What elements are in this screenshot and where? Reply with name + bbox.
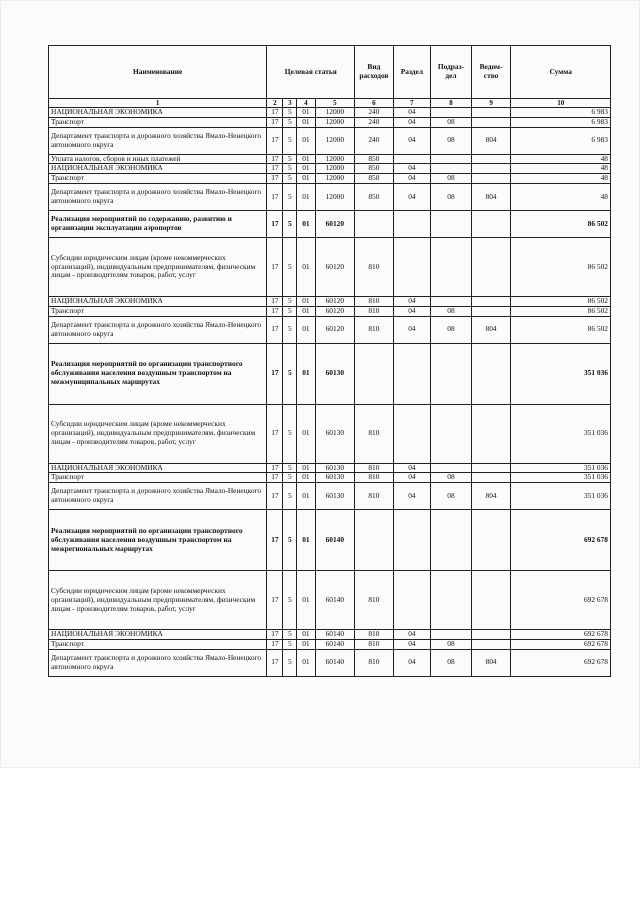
row-code-a: 17: [267, 571, 283, 630]
row-code-d: 12000: [315, 154, 355, 164]
row-code-c: 01: [297, 639, 315, 649]
row-code-a: 17: [267, 306, 283, 316]
table-row: [49, 117, 611, 127]
row-code-b: 5: [283, 108, 297, 118]
row-code-c: 01: [297, 649, 315, 676]
row-department: [471, 404, 511, 463]
row-subsection: [431, 343, 472, 404]
row-department: [471, 154, 511, 164]
row-code-c: 01: [297, 183, 315, 210]
row-expense-type: 810: [355, 316, 394, 343]
row-department: [471, 164, 511, 174]
row-expense-type: 810: [355, 404, 394, 463]
row-subsection: [431, 108, 472, 118]
row-code-a: 17: [267, 108, 283, 118]
row-code-b: 5: [283, 154, 297, 164]
row-department: [471, 639, 511, 649]
row-section: 04: [393, 183, 430, 210]
table-row: [49, 630, 611, 640]
row-code-a: 17: [267, 237, 283, 296]
row-code-d: 60130: [315, 463, 355, 473]
row-sum: 351 036: [511, 343, 611, 404]
row-name-cell: Субсидии юридическим лицам (кроме некоммерческих организаций), индивидуальным предпринимателям, физическим лицам - производителям товаров, работ, услуг: [49, 404, 267, 463]
row-code-a: 17: [267, 630, 283, 640]
row-sum: 692 678: [511, 630, 611, 640]
row-expense-type: 810: [355, 649, 394, 676]
row-subsection: [431, 296, 472, 306]
row-code-b: 5: [283, 473, 297, 483]
row-sum: 351 036: [511, 463, 611, 473]
row-sum: 86 502: [511, 306, 611, 316]
row-section: [393, 571, 430, 630]
row-sum: 48: [511, 183, 611, 210]
row-code-c: 01: [297, 108, 315, 118]
row-section: 04: [393, 296, 430, 306]
row-code-c: 01: [297, 343, 315, 404]
row-subsection: 08: [431, 473, 472, 483]
header-name: Наименование: [49, 46, 267, 99]
row-code-b: 5: [283, 306, 297, 316]
header-section: Раздел: [393, 46, 430, 99]
table-row: [49, 237, 611, 296]
row-sum: 6 983: [511, 117, 611, 127]
row-sum: 692 678: [511, 649, 611, 676]
row-code-b: 5: [283, 316, 297, 343]
row-subsection: [431, 510, 472, 571]
row-department: 804: [471, 183, 511, 210]
row-code-d: 60120: [315, 237, 355, 296]
row-department: [471, 463, 511, 473]
header-expense-type: Вид расходов: [355, 46, 394, 99]
row-code-d: 60130: [315, 483, 355, 510]
col-number: 7: [393, 99, 430, 108]
row-section: 04: [393, 649, 430, 676]
row-sum: 86 502: [511, 210, 611, 237]
row-sum: 86 502: [511, 237, 611, 296]
row-sum: 351 036: [511, 473, 611, 483]
row-section: 04: [393, 127, 430, 154]
row-department: 804: [471, 483, 511, 510]
table-body: [49, 108, 611, 677]
row-code-d: 12000: [315, 174, 355, 184]
row-section: 04: [393, 473, 430, 483]
col-number: 3: [283, 99, 297, 108]
row-code-d: 60130: [315, 343, 355, 404]
row-subsection: 08: [431, 127, 472, 154]
row-sum: 692 678: [511, 639, 611, 649]
row-code-d: 12000: [315, 117, 355, 127]
table-row: [49, 306, 611, 316]
row-name-cell: Транспорт: [49, 174, 267, 184]
row-code-a: 17: [267, 404, 283, 463]
row-code-d: 60140: [315, 571, 355, 630]
row-code-b: 5: [283, 571, 297, 630]
row-expense-type: 810: [355, 571, 394, 630]
row-code-b: 5: [283, 117, 297, 127]
row-code-a: 17: [267, 639, 283, 649]
row-section: [393, 343, 430, 404]
row-section: [393, 404, 430, 463]
row-department: [471, 174, 511, 184]
row-section: [393, 210, 430, 237]
row-code-b: 5: [283, 183, 297, 210]
row-section: 04: [393, 630, 430, 640]
row-name-cell: Реализация мероприятий по организации транспортного обслуживания населения воздушным транспортом на межрегиональных маршрутах: [49, 510, 267, 571]
row-code-a: 17: [267, 343, 283, 404]
row-code-a: 17: [267, 463, 283, 473]
row-code-d: 12000: [315, 183, 355, 210]
row-code-c: 01: [297, 404, 315, 463]
row-name-cell: НАЦИОНАЛЬНАЯ ЭКОНОМИКА: [49, 164, 267, 174]
header-department: Ведом- ство: [471, 46, 511, 99]
row-name-cell: Уплата налогов, сборов и иных платежей: [49, 154, 267, 164]
row-code-b: 5: [283, 649, 297, 676]
row-subsection: [431, 164, 472, 174]
row-section: [393, 237, 430, 296]
row-code-d: 60130: [315, 473, 355, 483]
row-expense-type: 810: [355, 463, 394, 473]
row-code-c: 01: [297, 237, 315, 296]
row-subsection: 08: [431, 306, 472, 316]
row-subsection: 08: [431, 183, 472, 210]
row-code-c: 01: [297, 306, 315, 316]
row-section: 04: [393, 164, 430, 174]
col-number: 10: [511, 99, 611, 108]
row-subsection: [431, 630, 472, 640]
row-department: [471, 630, 511, 640]
col-number: 8: [431, 99, 472, 108]
row-code-c: 01: [297, 630, 315, 640]
header-sum: Сумма: [511, 46, 611, 99]
row-department: [471, 210, 511, 237]
row-code-c: 01: [297, 164, 315, 174]
row-section: 04: [393, 483, 430, 510]
row-name-cell: Транспорт: [49, 473, 267, 483]
row-code-a: 17: [267, 649, 283, 676]
row-code-a: 17: [267, 210, 283, 237]
row-sum: 6 983: [511, 108, 611, 118]
row-code-d: 60120: [315, 210, 355, 237]
row-code-c: 01: [297, 210, 315, 237]
row-code-b: 5: [283, 343, 297, 404]
row-expense-type: [355, 343, 394, 404]
table-row: [49, 343, 611, 404]
row-sum: 351 036: [511, 483, 611, 510]
row-department: [471, 306, 511, 316]
row-code-a: 17: [267, 164, 283, 174]
col-number: 1: [49, 99, 267, 108]
row-code-b: 5: [283, 210, 297, 237]
row-sum: 692 678: [511, 510, 611, 571]
row-department: 804: [471, 316, 511, 343]
row-code-a: 17: [267, 154, 283, 164]
row-subsection: [431, 154, 472, 164]
col-number: 6: [355, 99, 394, 108]
row-expense-type: [355, 210, 394, 237]
row-code-d: 12000: [315, 164, 355, 174]
header-target-article: Целевая статья: [267, 46, 355, 99]
table-row: [49, 649, 611, 676]
row-code-b: 5: [283, 164, 297, 174]
table-row: [49, 316, 611, 343]
row-expense-type: 810: [355, 630, 394, 640]
row-code-a: 17: [267, 483, 283, 510]
row-subsection: [431, 210, 472, 237]
row-section: 04: [393, 306, 430, 316]
row-name-cell: Департамент транспорта и дорожного хозяйства Ямало-Ненецкого автономного округа: [49, 316, 267, 343]
row-code-d: 60120: [315, 296, 355, 306]
row-sum: 351 036: [511, 404, 611, 463]
row-code-d: 60140: [315, 639, 355, 649]
row-code-b: 5: [283, 483, 297, 510]
col-number: 9: [471, 99, 511, 108]
row-subsection: 08: [431, 117, 472, 127]
row-section: 04: [393, 639, 430, 649]
row-name-cell: НАЦИОНАЛЬНАЯ ЭКОНОМИКА: [49, 630, 267, 640]
row-expense-type: 850: [355, 154, 394, 164]
row-expense-type: 850: [355, 183, 394, 210]
row-name-cell: Департамент транспорта и дорожного хозяйства Ямало-Ненецкого автономного округа: [49, 483, 267, 510]
col-number: 4: [297, 99, 315, 108]
table-row: [49, 473, 611, 483]
row-sum: 86 502: [511, 316, 611, 343]
row-sum: 6 983: [511, 127, 611, 154]
row-code-b: 5: [283, 127, 297, 154]
row-section: [393, 510, 430, 571]
row-code-c: 01: [297, 127, 315, 154]
row-sum: 48: [511, 154, 611, 164]
row-code-d: 60120: [315, 306, 355, 316]
row-name-cell: НАЦИОНАЛЬНАЯ ЭКОНОМИКА: [49, 463, 267, 473]
row-department: [471, 237, 511, 296]
row-code-a: 17: [267, 174, 283, 184]
row-expense-type: 810: [355, 237, 394, 296]
table-row: [49, 404, 611, 463]
row-expense-type: 810: [355, 306, 394, 316]
row-section: 04: [393, 316, 430, 343]
row-code-a: 17: [267, 127, 283, 154]
row-code-c: 01: [297, 483, 315, 510]
row-code-c: 01: [297, 510, 315, 571]
table-row: [49, 154, 611, 164]
row-subsection: 08: [431, 649, 472, 676]
row-code-c: 01: [297, 571, 315, 630]
row-code-b: 5: [283, 174, 297, 184]
col-number: 2: [267, 99, 283, 108]
row-department: 804: [471, 649, 511, 676]
row-sum: 692 678: [511, 571, 611, 630]
row-code-b: 5: [283, 404, 297, 463]
row-subsection: 08: [431, 174, 472, 184]
row-code-c: 01: [297, 463, 315, 473]
row-code-b: 5: [283, 630, 297, 640]
row-name-cell: Департамент транспорта и дорожного хозяйства Ямало-Ненецкого автономного округа: [49, 183, 267, 210]
table-row: [49, 296, 611, 306]
row-subsection: [431, 237, 472, 296]
row-code-a: 17: [267, 117, 283, 127]
row-section: 04: [393, 117, 430, 127]
row-expense-type: 850: [355, 174, 394, 184]
row-sum: 48: [511, 174, 611, 184]
row-section: 04: [393, 108, 430, 118]
row-expense-type: 810: [355, 473, 394, 483]
table-row: [49, 463, 611, 473]
row-code-d: 60140: [315, 510, 355, 571]
row-code-c: 01: [297, 174, 315, 184]
row-code-b: 5: [283, 296, 297, 306]
row-code-a: 17: [267, 183, 283, 210]
row-code-d: 60130: [315, 404, 355, 463]
table-row: [49, 510, 611, 571]
column-number-row: [49, 99, 611, 108]
row-code-a: 17: [267, 316, 283, 343]
row-name-cell: Департамент транспорта и дорожного хозяйства Ямало-Ненецкого автономного округа: [49, 127, 267, 154]
row-department: 804: [471, 127, 511, 154]
row-name-cell: Реализация мероприятий по организации транспортного обслуживания населения воздушным транспортом на межмуниципальных маршрутах: [49, 343, 267, 404]
row-code-c: 01: [297, 154, 315, 164]
budget-table: [48, 45, 611, 677]
row-expense-type: 810: [355, 296, 394, 306]
row-section: [393, 154, 430, 164]
row-code-b: 5: [283, 237, 297, 296]
row-name-cell: НАЦИОНАЛЬНАЯ ЭКОНОМИКА: [49, 296, 267, 306]
row-expense-type: 240: [355, 117, 394, 127]
table-row: [49, 164, 611, 174]
row-code-b: 5: [283, 639, 297, 649]
row-code-d: 12000: [315, 127, 355, 154]
row-department: [471, 571, 511, 630]
row-subsection: 08: [431, 316, 472, 343]
table-row: [49, 571, 611, 630]
table-row: [49, 639, 611, 649]
row-code-d: 12000: [315, 108, 355, 118]
row-code-a: 17: [267, 296, 283, 306]
row-department: [471, 343, 511, 404]
table-row: [49, 174, 611, 184]
row-expense-type: 810: [355, 639, 394, 649]
row-name-cell: НАЦИОНАЛЬНАЯ ЭКОНОМИКА: [49, 108, 267, 118]
row-section: 04: [393, 174, 430, 184]
row-code-a: 17: [267, 510, 283, 571]
row-subsection: [431, 463, 472, 473]
row-subsection: 08: [431, 639, 472, 649]
row-name-cell: Транспорт: [49, 117, 267, 127]
table-row: [49, 127, 611, 154]
row-code-c: 01: [297, 473, 315, 483]
row-expense-type: 810: [355, 483, 394, 510]
row-department: [471, 473, 511, 483]
row-code-c: 01: [297, 296, 315, 306]
row-section: 04: [393, 463, 430, 473]
header-subsection: Подраз- дел: [431, 46, 472, 99]
table-row: [49, 210, 611, 237]
row-subsection: [431, 571, 472, 630]
row-expense-type: [355, 510, 394, 571]
table-row: [49, 183, 611, 210]
row-name-cell: Департамент транспорта и дорожного хозяйства Ямало-Ненецкого автономного округа: [49, 649, 267, 676]
row-department: [471, 296, 511, 306]
row-sum: 48: [511, 164, 611, 174]
table-row: [49, 483, 611, 510]
row-department: [471, 108, 511, 118]
row-code-b: 5: [283, 463, 297, 473]
col-number: 5: [315, 99, 355, 108]
row-code-d: 60140: [315, 630, 355, 640]
row-department: [471, 510, 511, 571]
row-expense-type: 240: [355, 127, 394, 154]
table-header-row: [49, 46, 611, 99]
row-expense-type: 240: [355, 108, 394, 118]
row-subsection: [431, 404, 472, 463]
row-code-b: 5: [283, 510, 297, 571]
row-name-cell: Субсидии юридическим лицам (кроме некоммерческих организаций), индивидуальным предпринимателям, физическим лицам - производителям товаров, работ, услуг: [49, 237, 267, 296]
row-sum: 86 502: [511, 296, 611, 306]
row-name-cell: Транспорт: [49, 639, 267, 649]
row-expense-type: 850: [355, 164, 394, 174]
row-code-d: 60140: [315, 649, 355, 676]
row-name-cell: Субсидии юридическим лицам (кроме некоммерческих организаций), индивидуальным предпринимателям, физическим лицам - производителям товаров, работ, услуг: [49, 571, 267, 630]
row-code-c: 01: [297, 117, 315, 127]
table-row: [49, 108, 611, 118]
row-subsection: 08: [431, 483, 472, 510]
row-code-c: 01: [297, 316, 315, 343]
row-department: [471, 117, 511, 127]
row-code-d: 60120: [315, 316, 355, 343]
row-code-a: 17: [267, 473, 283, 483]
row-name-cell: Реализация мероприятий по содержанию, развитию и организации эксплуатации аэропортов: [49, 210, 267, 237]
row-name-cell: Транспорт: [49, 306, 267, 316]
